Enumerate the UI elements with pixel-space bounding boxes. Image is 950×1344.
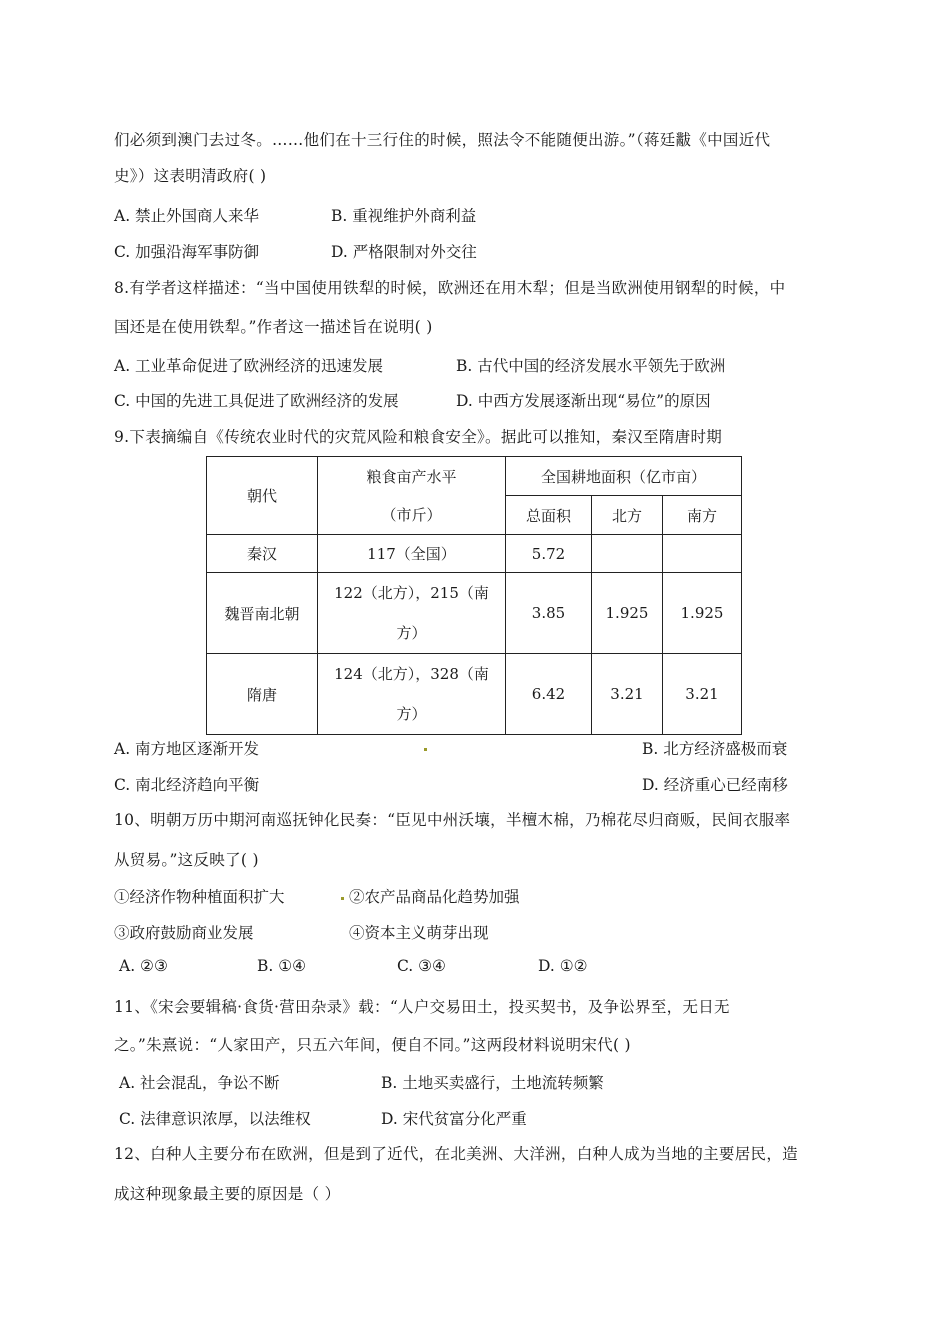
q8-stem-line1: 8.有学者这样描述：“当中国使用铁犁的时候，欧洲还在用木犁；但是当欧洲使用钢犁的时候，中 [114, 279, 786, 297]
table-cell-dynasty: 秦汉 [207, 535, 318, 573]
table-cell-yield: 117（全国） [318, 535, 506, 573]
table-cell-north [592, 535, 663, 573]
q11-stem-line2: 之。”朱熹说：“人家田产，只五六年间，便自不同。”这两段材料说明宋代( ) [114, 1036, 631, 1054]
table-cell-yield [318, 573, 506, 654]
q10-stem-line1: 10、明朝万历中期河南巡抚钟化民奏：“臣见中州沃壤，半檀木棉，乃棉花尽归商贩，民间衣服率 [114, 811, 791, 829]
q9-option-d: D. 经济重心已经南移 [642, 776, 788, 794]
table-cell-yield-line2: 方） [396, 624, 427, 642]
table-header-area: 全国耕地面积（亿市亩） [506, 457, 742, 496]
table-header-yield-unit: （市斤） [381, 505, 442, 524]
q11-option-d: D. 宋代贫富分化严重 [381, 1110, 527, 1128]
q7-option-a: A. 禁止外国商人来华 [114, 207, 260, 225]
q7-stem-line1: 们必须到澳门去过冬。……他们在十三行住的时候，照法令不能随便出游。”（蒋廷黻《中国近代 [114, 131, 771, 149]
q8-option-b: B. 古代中国的经济发展水平领先于欧洲 [456, 357, 726, 375]
speck-mark [424, 748, 427, 751]
q7-option-d: D. 严格限制对外交往 [331, 243, 477, 261]
table-header-north: 北方 [592, 496, 663, 535]
table-cell-north: 1.925 [592, 573, 663, 654]
q10-item-1: ①经济作物种植面积扩大 [114, 888, 285, 906]
table-cell-south: 1.925 [663, 573, 742, 654]
q8-stem-line2: 国还是在使用铁犁。”作者这一描述旨在说明( ) [114, 318, 433, 336]
table-header-yield [318, 457, 506, 535]
q11-option-b: B. 土地买卖盛行，土地流转频繁 [381, 1074, 604, 1092]
q11-option-c: C. 法律意识浓厚，以法维权 [119, 1110, 311, 1128]
table-cell-south [663, 535, 742, 573]
table-header-dynasty: 朝代 [207, 457, 318, 535]
table-row [207, 654, 742, 735]
q10-option-b: B. ①④ [257, 957, 307, 975]
table-cell-total: 3.85 [506, 573, 592, 654]
q9-data-table [206, 456, 742, 735]
table-cell-total: 5.72 [506, 535, 592, 573]
q9-option-c: C. 南北经济趋向平衡 [114, 776, 260, 794]
table-cell-north: 3.21 [592, 654, 663, 735]
q7-option-c: C. 加强沿海军事防御 [114, 243, 260, 261]
q12-stem-line2: 成这种现象最主要的原因是（ ） [114, 1185, 341, 1203]
q9-option-b: B. 北方经济盛极而衰 [642, 740, 788, 758]
table-cell-south: 3.21 [663, 654, 742, 735]
table-cell-dynasty: 隋唐 [207, 654, 318, 735]
q10-option-a: A. ②③ [119, 957, 168, 975]
table-header-total: 总面积 [506, 496, 592, 535]
q9-option-a: A. 南方地区逐渐开发 [114, 740, 260, 758]
table-cell-yield-line1: 124（北方），328（南 [334, 665, 489, 683]
q10-option-d: D. ①② [538, 957, 588, 975]
table-cell-yield-line2: 方） [396, 705, 427, 723]
q8-option-a: A. 工业革命促进了欧洲经济的迅速发展 [114, 357, 384, 375]
q8-option-d: D. 中西方发展逐渐出现“易位”的原因 [456, 392, 711, 410]
q11-option-a: A. 社会混乱，争讼不断 [119, 1074, 280, 1092]
table-cell-yield-line1: 122（北方），215（南 [334, 584, 489, 602]
q10-item-2: ②农产品商品化趋势加强 [349, 888, 520, 906]
q10-stem-line2: 从贸易。”这反映了( ) [114, 851, 259, 869]
q10-option-c: C. ③④ [397, 957, 446, 975]
q12-stem-line1: 12、白种人主要分布在欧洲，但是到了近代，在北美洲、大洋洲，白种人成为当地的主要居民，造 [114, 1145, 798, 1163]
table-cell-yield [318, 654, 506, 735]
q7-option-b: B. 重视维护外商利益 [331, 207, 477, 225]
table-row [207, 535, 742, 573]
table-header-south: 南方 [663, 496, 742, 535]
q10-item-3: ③政府鼓励商业发展 [114, 924, 254, 942]
table-cell-total: 6.42 [506, 654, 592, 735]
q9-stem-line1: 9.下表摘编自《传统农业时代的灾荒风险和粮食安全》。据此可以推知，秦汉至隋唐时期 [114, 428, 723, 446]
table-row [207, 573, 742, 654]
speck-mark [341, 897, 344, 900]
q11-stem-line1: 11、《宋会要辑稿·食货·营田杂录》载：“人户交易田土，投买契书，及争讼界至，无日无 [114, 998, 730, 1016]
table-header-yield-label: 粮食亩产水平 [366, 467, 457, 486]
q8-option-c: C. 中国的先进工具促进了欧洲经济的发展 [114, 392, 399, 410]
table-cell-dynasty: 魏晋南北朝 [207, 573, 318, 654]
q7-stem-line2: 史》）这表明清政府( ) [114, 167, 267, 185]
q10-item-4: ④资本主义萌芽出现 [349, 924, 489, 942]
